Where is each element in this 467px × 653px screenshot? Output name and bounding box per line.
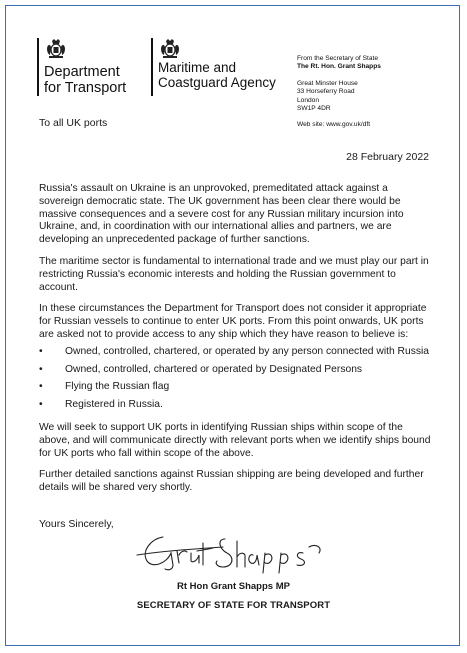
body-paragraph: The maritime sector is fundamental to international trade and we must play our part in restricting Russia's economic interests and holding the Russian government to account. [39, 255, 429, 293]
sender-name: The Rt. Hon. Grant Shapps [297, 63, 381, 71]
body-paragraph: Russia's assault on Ukraine is an unprovoked, premeditated attack against a sovereign democratic state. The UK government has been clear there would be massive consequences and a severe cost for any Russian military incursion into Ukraine, and, in coordination with our international allies and partners, we are developing an unprecedented package of further sanctions. [39, 183, 404, 246]
logo-rule [151, 38, 153, 96]
sign-off: Yours Sincerely, [39, 518, 114, 530]
royal-crest-icon [45, 38, 67, 60]
list-item [39, 399, 434, 412]
dft-logo [37, 38, 137, 98]
list-item-text: Registered in Russia. [65, 399, 163, 411]
handwritten-signature [133, 525, 333, 575]
sender-line1: From the Secretary of State [297, 55, 378, 62]
recipient: To all UK ports [39, 117, 108, 129]
bullet-icon: • [39, 363, 43, 375]
royal-crest-icon [159, 38, 181, 60]
logo-rule [37, 38, 39, 96]
dft-logo-text [44, 65, 126, 96]
sender-address-line: 33 Horseferry Road [297, 88, 355, 96]
bullet-icon: • [39, 381, 43, 393]
signer-name: Rt Hon Grant Shapps MP [177, 581, 290, 592]
body-paragraph: Further detailed sanctions against Russian shipping are being developed and further details will be shared very shortly. [39, 469, 424, 494]
sender-address-line: SW1P 4DR [297, 105, 331, 113]
sender-address-line: London [297, 96, 320, 104]
sender-address-line: Great Minster House [297, 79, 358, 87]
list-item [39, 381, 434, 394]
bullet-icon: • [39, 345, 43, 357]
criteria-list [39, 346, 434, 412]
letter-date: 28 February 2022 [346, 151, 429, 163]
list-item-text: Owned, controlled, chartered or operated by Designated Persons [65, 363, 363, 375]
body-paragraph: We will seek to support UK ports in identifying Russian ships within scope of the above, and will communicate directly with relevant ports when we identify ships bound for UK ports who fall within scope of the above. [39, 421, 431, 459]
dft-logo-line2: for Transport [44, 79, 127, 96]
list-item-text: Flying the Russian flag [65, 381, 170, 393]
dft-logo-line1: Department [44, 64, 120, 80]
sender-block [297, 55, 381, 130]
mca-logo-line1: Maritime and [158, 60, 237, 75]
list-item-text: Owned, controlled, chartered, or operated by any person connected with Russia [65, 345, 430, 357]
mca-logo [151, 38, 291, 98]
body-paragraph: In these circumstances the Department for Transport does not consider it appropriate for Russian vessels to continue to enter UK ports. From this point onwards, UK ports are asked not to provide access to any ship which they have reason to believe is: [39, 303, 427, 340]
list-item [39, 346, 434, 359]
list-item [39, 364, 434, 377]
mca-logo-text [158, 60, 276, 90]
letter-body [39, 183, 434, 504]
bullet-icon: • [39, 399, 43, 411]
signer-title: SECRETARY OF STATE FOR TRANSPORT [136, 600, 331, 611]
sender-website: Web site: www.gov.uk/dft [297, 121, 371, 129]
mca-logo-line2: Coastguard Agency [158, 75, 276, 90]
